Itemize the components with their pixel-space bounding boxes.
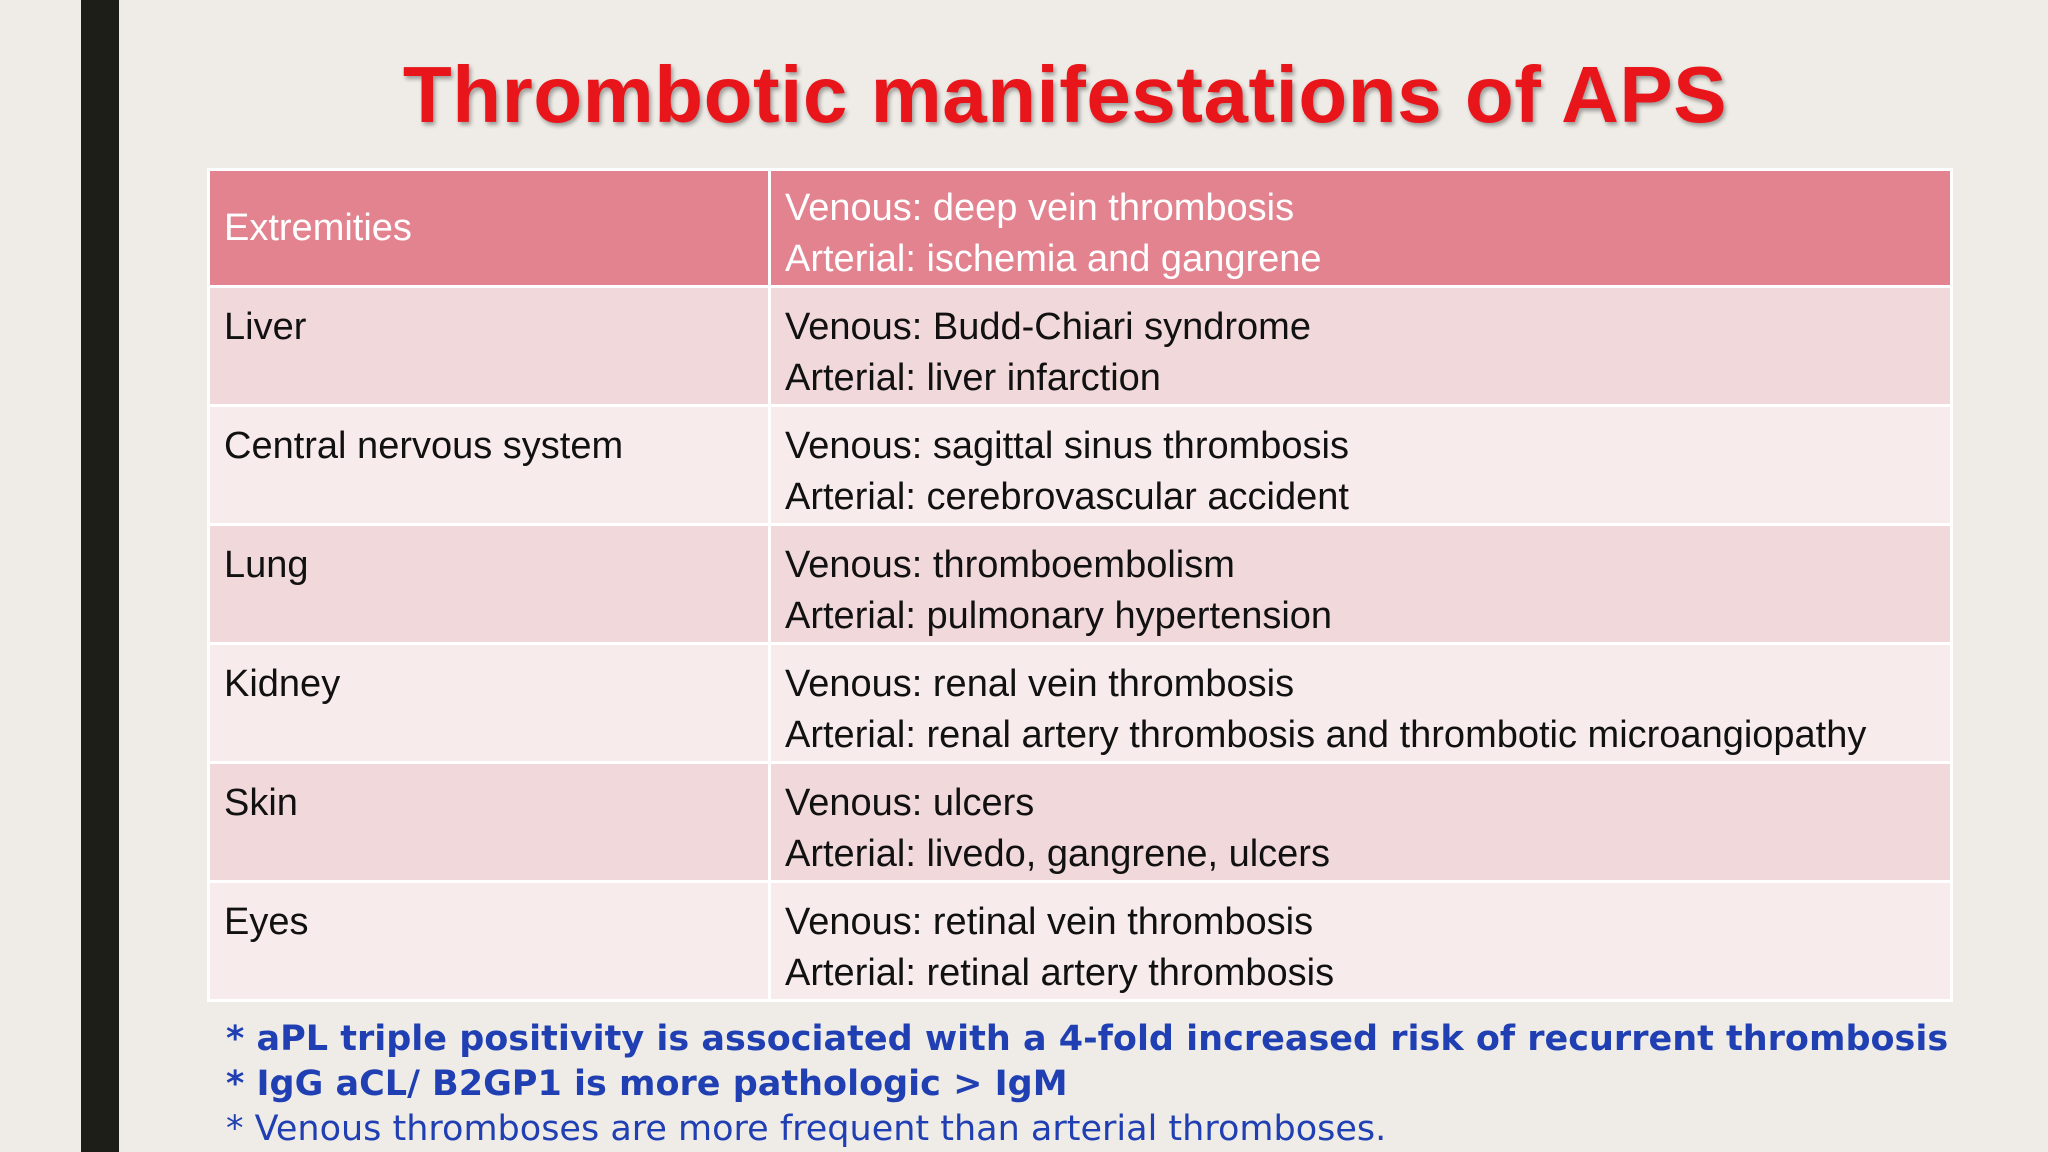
venous-text: Venous: retinal vein thrombosis [785,901,1314,943]
manifestation-cell [770,170,1952,287]
table-row-liver [209,287,1952,406]
table-row-lung [209,525,1952,644]
footnote-triple-positivity: * aPL triple positivity is associated with a 4-fold increased risk of recurrent thrombosis [226,1019,1949,1059]
table-row-eyes [209,882,1952,1001]
organ-label: Kidney [224,663,341,705]
table-row-central-nervous-system [209,406,1952,525]
arterial-text: Arterial: cerebrovascular accident [785,476,1349,518]
arterial-text: Arterial: pulmonary hypertension [785,595,1333,637]
arterial-text: Arterial: ischemia and gangrene [785,238,1322,280]
venous-text: Venous: deep vein thrombosis [785,187,1295,229]
organ-cell [209,406,770,525]
venous-text: Venous: ulcers [785,782,1035,824]
manifestation-cell [770,882,1952,1001]
organ-label: Extremities [224,206,412,249]
arterial-text: Arterial: livedo, gangrene, ulcers [785,833,1330,875]
manifestation-cell [770,525,1952,644]
venous-text: Venous: sagittal sinus thrombosis [785,425,1349,467]
table-row-extremities [209,170,1952,287]
venous-text: Venous: thromboembolism [785,544,1235,586]
slide-title: Thrombotic manifestations of APS [402,50,1728,139]
arterial-text: Arterial: liver infarction [785,357,1161,399]
organ-label: Central nervous system [224,425,624,467]
arterial-text: Arterial: retinal artery thrombosis [785,952,1335,994]
footnote-igg-vs-igm: * IgG aCL/ B2GP1 is more pathologic > IgM [226,1064,1068,1104]
manifestations-table [207,168,1953,1002]
venous-text: Venous: renal vein thrombosis [785,663,1295,705]
manifestation-cell [770,287,1952,406]
organ-cell [209,170,770,287]
organ-label: Skin [224,782,298,824]
slide-side-bar [81,0,119,1152]
organ-cell [209,287,770,406]
organ-label: Lung [224,544,309,586]
manifestation-cell [770,644,1952,763]
organ-label: Liver [224,306,307,348]
table-row-kidney [209,644,1952,763]
organ-cell [209,763,770,882]
organ-label: Eyes [224,901,309,943]
organ-cell [209,644,770,763]
table-row-skin [209,763,1952,882]
manifestation-cell [770,763,1952,882]
organ-cell [209,882,770,1001]
footnotes [226,1017,1948,1152]
manifestation-cell [770,406,1952,525]
footnote-venous-frequency: * Venous thromboses are more frequent than arterial thromboses. [226,1109,1387,1149]
venous-text: Venous: Budd-Chiari syndrome [785,306,1311,348]
organ-cell [209,525,770,644]
arterial-text: Arterial: renal artery thrombosis and thrombotic microangiopathy [785,714,1867,756]
